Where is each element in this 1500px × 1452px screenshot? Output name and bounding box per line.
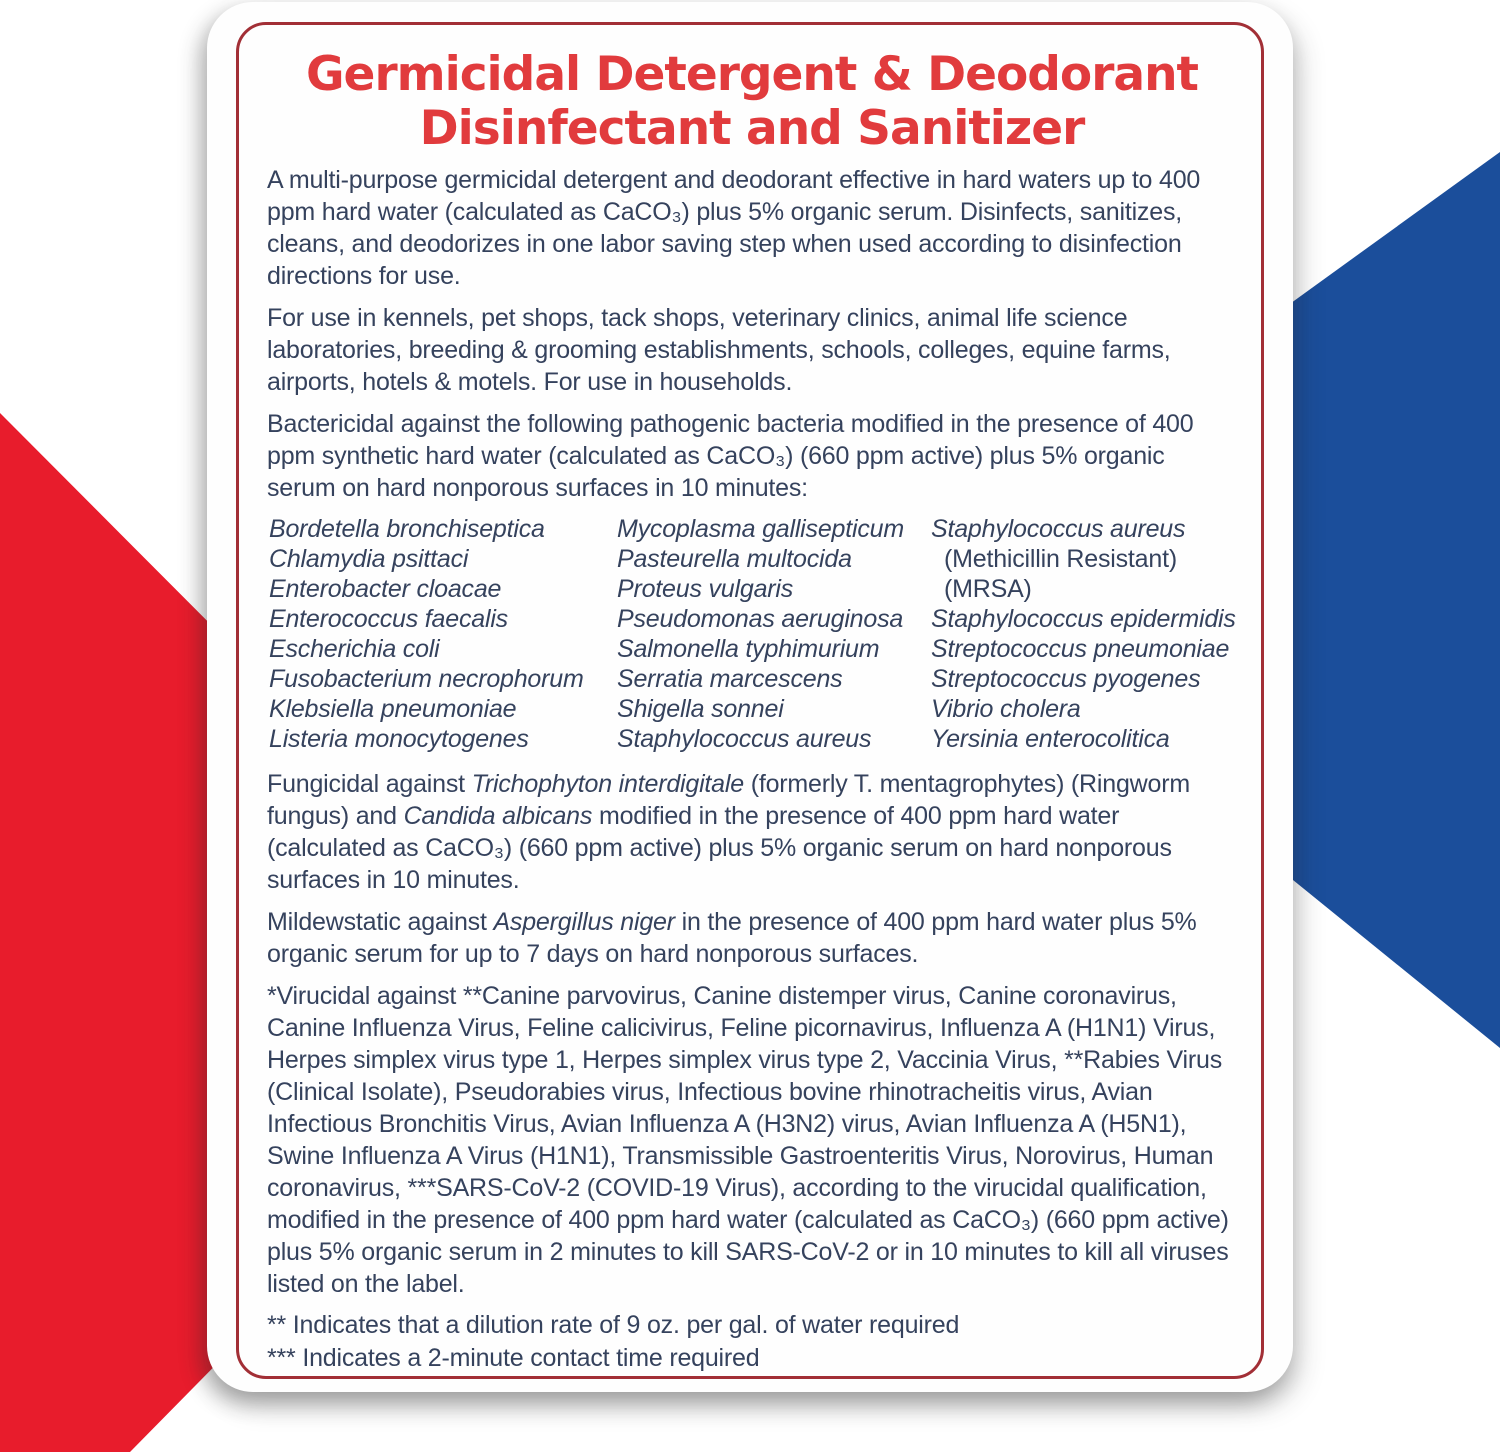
organism-item: (MRSA) (944, 575, 1032, 603)
organism-item: Streptococcus pneumoniae (931, 635, 1230, 663)
paragraph-fungicidal: Fungicidal against Trichophyton interdigitale (formerly T. mentagrophytes) (Ringworm fungus) and Candida albicans modified in the presence of 400 ppm hard water (calculated as CaCO₃) (660 ppm active) plus 5% organic serum on hard nonporous surfaces in 10 minutes. (267, 770, 1190, 894)
organism-column-3 (931, 514, 1237, 754)
organism-item: Pseudomonas aeruginosa (617, 605, 904, 633)
organism-item: Escherichia coli (269, 635, 440, 663)
organism-item: Fusobacterium necrophorum (269, 665, 584, 693)
product-title-line-2: Disinfectant and Sanitizer (419, 101, 1085, 156)
organism-item: Yersinia enterocolitica (931, 725, 1170, 753)
paragraph-mildewstatic: Mildewstatic against Aspergillus niger in the presence of 400 ppm hard water plus 5% organic serum for up to 7 days on hard nonporous surfaces. (267, 908, 1197, 968)
organism-item: Serratia marcescens (617, 665, 843, 693)
organism-item: Proteus vulgaris (617, 575, 794, 603)
organism-item: Mycoplasma gallisepticum (617, 515, 904, 543)
label-content (267, 42, 1237, 1376)
organism-item: Staphylococcus aureus (931, 515, 1186, 543)
product-title (267, 48, 1237, 156)
organism-column-2 (617, 514, 931, 754)
organism-item: Bordetella bronchiseptica (269, 515, 545, 543)
organism-item: Vibrio cholera (931, 695, 1081, 723)
product-title-line-1: Germicidal Detergent & Deodorant (305, 47, 1199, 102)
footnote-contact-time: *** Indicates a 2-minute contact time required (267, 1344, 760, 1372)
organism-item: Shigella sonnei (617, 695, 784, 723)
footnote-dilution-rate: ** Indicates that a dilution rate of 9 oz. per gal. of water required (267, 1311, 960, 1339)
organism-item: Chlamydia psittaci (269, 545, 469, 573)
organism-item: Staphylococcus aureus (617, 725, 872, 753)
organism-item: Enterococcus faecalis (269, 605, 508, 633)
organism-item: Salmonella typhimurium (617, 635, 880, 663)
organism-item: Listeria monocytogenes (269, 725, 529, 753)
paragraph-bactericidal-intro: Bactericidal against the following pathogenic bacteria modified in the presence of 400 ppm synthetic hard water (calculated as CaCO₃) (660 ppm active) plus 5% organic serum on hard nonporous surfaces in 10 minutes: (267, 410, 1194, 502)
organism-item: (Methicillin Resistant) (944, 545, 1177, 573)
paragraph-virucidal: *Virucidal against **Canine parvovirus, Canine distemper virus, Canine coronavirus, Canine Influenza Virus, Feline calicivirus, Feline picornavirus, Influenza A (H1N1) Virus, Herpes simplex virus type 1, Herpes simplex virus type 2, Vaccinia Virus, **Rabies Virus (Clinical Isolate), Pseudorabies virus, Infectious bovine rhinotracheitis virus, Avian Infectious Bronchitis Virus, Avian Influenza A (H3N2) virus, Avian Influenza A (H5N1), Swine Influenza A Virus (H1N1), Transmissible Gastroenteritis Virus, Norovirus, Human coronavirus, ***SARS-CoV-2 (COVID-19 Virus), according to the virucidal qualification, modified in the presence of 400 ppm hard water (calculated as CaCO₃) (660 ppm active) plus 5% organic serum in 2 minutes to kill SARS-CoV-2 or in 10 minutes to kill all viruses listed on the label. (267, 982, 1229, 1298)
product-label-card (207, 2, 1293, 1392)
paragraph-use-sites: For use in kennels, pet shops, tack shops, veterinary clinics, animal life science laboratories, breeding & grooming establishments, schools, colleges, equine farms, airports, hotels & motels. For use in households. (267, 304, 1171, 396)
organism-item: Staphylococcus epidermidis (931, 605, 1236, 633)
paragraph-intro: A multi-purpose germicidal detergent and deodorant effective in hard waters up to 400 ppm hard water (calculated as CaCO₃) plus 5% organic serum. Disinfects, sanitizes, cleans, and deodorizes in one labor saving step when used according to disinfection directions for use. (267, 166, 1201, 290)
organism-item: Pasteurella multocida (617, 545, 852, 573)
organism-column-1 (269, 514, 617, 754)
organism-item: Enterobacter cloacae (269, 575, 502, 603)
organism-item: Streptococcus pyogenes (931, 665, 1201, 693)
organism-list (267, 514, 1237, 754)
organism-item: Klebsiella pneumoniae (269, 695, 517, 723)
